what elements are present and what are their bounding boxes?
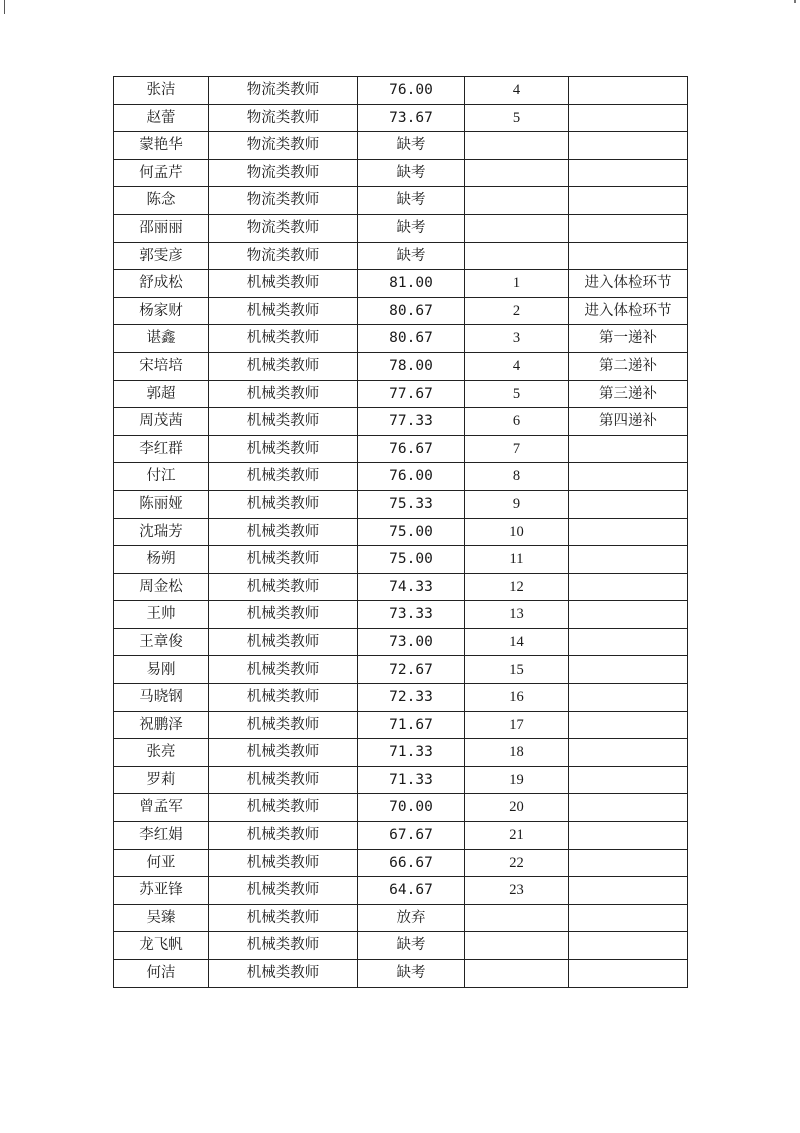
name-cell: 周茂茜 — [114, 408, 209, 436]
note-cell: 进入体检环节 — [569, 297, 688, 325]
score-cell: 67.67 — [358, 822, 465, 850]
table-row — [114, 187, 688, 215]
note-cell — [569, 104, 688, 132]
rank-cell — [465, 187, 569, 215]
table-row — [114, 684, 688, 712]
category-cell: 物流类教师 — [209, 132, 358, 160]
table-row — [114, 380, 688, 408]
score-cell: 缺考 — [358, 159, 465, 187]
rank-cell: 23 — [465, 877, 569, 905]
category-cell: 机械类教师 — [209, 325, 358, 353]
score-cell: 75.00 — [358, 546, 465, 574]
table-row — [114, 132, 688, 160]
table-row — [114, 297, 688, 325]
rank-cell: 8 — [465, 463, 569, 491]
note-cell — [569, 932, 688, 960]
table-row — [114, 711, 688, 739]
rank-cell — [465, 904, 569, 932]
score-cell: 缺考 — [358, 932, 465, 960]
note-cell — [569, 904, 688, 932]
table-row — [114, 325, 688, 353]
results-table — [113, 76, 688, 988]
category-cell: 机械类教师 — [209, 380, 358, 408]
rank-cell: 2 — [465, 297, 569, 325]
score-cell: 缺考 — [358, 960, 465, 988]
score-cell: 80.67 — [358, 325, 465, 353]
name-cell: 沈瑞芳 — [114, 518, 209, 546]
rank-cell — [465, 960, 569, 988]
rank-cell: 9 — [465, 490, 569, 518]
table-row — [114, 490, 688, 518]
table-row — [114, 822, 688, 850]
score-cell: 80.67 — [358, 297, 465, 325]
score-cell: 75.33 — [358, 490, 465, 518]
table-row — [114, 77, 688, 105]
name-cell: 龙飞帆 — [114, 932, 209, 960]
category-cell: 机械类教师 — [209, 463, 358, 491]
note-cell — [569, 463, 688, 491]
table-row — [114, 214, 688, 242]
table-row — [114, 628, 688, 656]
table-row — [114, 242, 688, 270]
name-cell: 罗莉 — [114, 766, 209, 794]
name-cell: 周金松 — [114, 573, 209, 601]
name-cell: 杨朔 — [114, 546, 209, 574]
table-row — [114, 104, 688, 132]
score-cell: 72.33 — [358, 684, 465, 712]
rank-cell: 16 — [465, 684, 569, 712]
note-cell — [569, 656, 688, 684]
name-cell: 陈丽娅 — [114, 490, 209, 518]
note-cell — [569, 77, 688, 105]
name-cell: 何亚 — [114, 849, 209, 877]
name-cell: 陈念 — [114, 187, 209, 215]
score-cell: 74.33 — [358, 573, 465, 601]
score-cell: 75.00 — [358, 518, 465, 546]
score-cell: 78.00 — [358, 352, 465, 380]
note-cell — [569, 573, 688, 601]
category-cell: 机械类教师 — [209, 546, 358, 574]
name-cell: 杨家财 — [114, 297, 209, 325]
category-cell: 机械类教师 — [209, 794, 358, 822]
category-cell: 机械类教师 — [209, 932, 358, 960]
table-row — [114, 159, 688, 187]
table-row — [114, 573, 688, 601]
category-cell: 机械类教师 — [209, 352, 358, 380]
note-cell: 第一递补 — [569, 325, 688, 353]
scan-edge-mark-left — [4, 0, 5, 14]
name-cell: 舒成松 — [114, 270, 209, 298]
name-cell: 何洁 — [114, 960, 209, 988]
name-cell: 谌鑫 — [114, 325, 209, 353]
score-cell: 77.33 — [358, 408, 465, 436]
category-cell: 物流类教师 — [209, 159, 358, 187]
rank-cell: 13 — [465, 601, 569, 629]
score-cell: 81.00 — [358, 270, 465, 298]
name-cell: 李红群 — [114, 435, 209, 463]
note-cell — [569, 628, 688, 656]
category-cell: 机械类教师 — [209, 684, 358, 712]
rank-cell — [465, 932, 569, 960]
category-cell: 机械类教师 — [209, 849, 358, 877]
table-row — [114, 932, 688, 960]
note-cell — [569, 159, 688, 187]
table-row — [114, 435, 688, 463]
score-cell: 66.67 — [358, 849, 465, 877]
score-cell: 76.67 — [358, 435, 465, 463]
category-cell: 物流类教师 — [209, 242, 358, 270]
category-cell: 物流类教师 — [209, 214, 358, 242]
table-row — [114, 960, 688, 988]
table-row — [114, 270, 688, 298]
table-row — [114, 463, 688, 491]
score-cell: 缺考 — [358, 242, 465, 270]
note-cell — [569, 739, 688, 767]
name-cell: 曾孟军 — [114, 794, 209, 822]
rank-cell: 6 — [465, 408, 569, 436]
rank-cell: 15 — [465, 656, 569, 684]
name-cell: 宋培培 — [114, 352, 209, 380]
rank-cell: 21 — [465, 822, 569, 850]
category-cell: 物流类教师 — [209, 104, 358, 132]
rank-cell: 7 — [465, 435, 569, 463]
name-cell: 王章俊 — [114, 628, 209, 656]
rank-cell — [465, 132, 569, 160]
category-cell: 机械类教师 — [209, 822, 358, 850]
score-cell: 71.33 — [358, 739, 465, 767]
category-cell: 机械类教师 — [209, 766, 358, 794]
table-row — [114, 794, 688, 822]
rank-cell: 14 — [465, 628, 569, 656]
category-cell: 机械类教师 — [209, 518, 358, 546]
name-cell: 何孟芹 — [114, 159, 209, 187]
category-cell: 机械类教师 — [209, 408, 358, 436]
name-cell: 苏亚锋 — [114, 877, 209, 905]
note-cell — [569, 960, 688, 988]
note-cell: 第二递补 — [569, 352, 688, 380]
table-row — [114, 877, 688, 905]
category-cell: 机械类教师 — [209, 297, 358, 325]
score-cell: 72.67 — [358, 656, 465, 684]
score-cell: 放弃 — [358, 904, 465, 932]
name-cell: 王帅 — [114, 601, 209, 629]
name-cell: 赵蕾 — [114, 104, 209, 132]
note-cell — [569, 849, 688, 877]
note-cell — [569, 242, 688, 270]
score-cell: 缺考 — [358, 214, 465, 242]
note-cell — [569, 490, 688, 518]
table-row — [114, 656, 688, 684]
table-row — [114, 601, 688, 629]
category-cell: 机械类教师 — [209, 573, 358, 601]
score-cell: 76.00 — [358, 463, 465, 491]
note-cell — [569, 132, 688, 160]
rank-cell: 18 — [465, 739, 569, 767]
note-cell — [569, 822, 688, 850]
table-row — [114, 518, 688, 546]
score-cell: 71.33 — [358, 766, 465, 794]
results-table-body — [114, 77, 688, 988]
rank-cell: 4 — [465, 77, 569, 105]
rank-cell: 4 — [465, 352, 569, 380]
note-cell — [569, 766, 688, 794]
name-cell: 张亮 — [114, 739, 209, 767]
category-cell: 机械类教师 — [209, 904, 358, 932]
name-cell: 张洁 — [114, 77, 209, 105]
note-cell — [569, 601, 688, 629]
rank-cell — [465, 242, 569, 270]
name-cell: 吴臻 — [114, 904, 209, 932]
name-cell: 李红娟 — [114, 822, 209, 850]
note-cell — [569, 684, 688, 712]
note-cell — [569, 187, 688, 215]
table-row — [114, 408, 688, 436]
scan-edge-mark-right — [794, 0, 796, 3]
table-row — [114, 849, 688, 877]
category-cell: 机械类教师 — [209, 656, 358, 684]
category-cell: 机械类教师 — [209, 960, 358, 988]
score-cell: 73.00 — [358, 628, 465, 656]
note-cell: 第三递补 — [569, 380, 688, 408]
score-cell: 64.67 — [358, 877, 465, 905]
note-cell — [569, 214, 688, 242]
rank-cell: 5 — [465, 380, 569, 408]
rank-cell: 10 — [465, 518, 569, 546]
rank-cell — [465, 159, 569, 187]
category-cell: 机械类教师 — [209, 270, 358, 298]
rank-cell: 19 — [465, 766, 569, 794]
note-cell — [569, 794, 688, 822]
name-cell: 祝鹏泽 — [114, 711, 209, 739]
category-cell: 机械类教师 — [209, 490, 358, 518]
category-cell: 机械类教师 — [209, 435, 358, 463]
score-cell: 73.33 — [358, 601, 465, 629]
category-cell: 机械类教师 — [209, 711, 358, 739]
name-cell: 郭超 — [114, 380, 209, 408]
note-cell: 第四递补 — [569, 408, 688, 436]
category-cell: 机械类教师 — [209, 601, 358, 629]
name-cell: 付江 — [114, 463, 209, 491]
rank-cell: 5 — [465, 104, 569, 132]
rank-cell — [465, 214, 569, 242]
name-cell: 易刚 — [114, 656, 209, 684]
note-cell — [569, 877, 688, 905]
score-cell: 71.67 — [358, 711, 465, 739]
category-cell: 机械类教师 — [209, 628, 358, 656]
rank-cell: 11 — [465, 546, 569, 574]
rank-cell: 22 — [465, 849, 569, 877]
table-row — [114, 766, 688, 794]
category-cell: 物流类教师 — [209, 187, 358, 215]
table-row — [114, 546, 688, 574]
rank-cell: 17 — [465, 711, 569, 739]
category-cell: 机械类教师 — [209, 877, 358, 905]
category-cell: 物流类教师 — [209, 77, 358, 105]
note-cell: 进入体检环节 — [569, 270, 688, 298]
category-cell: 机械类教师 — [209, 739, 358, 767]
table-row — [114, 904, 688, 932]
rank-cell: 1 — [465, 270, 569, 298]
name-cell: 邵丽丽 — [114, 214, 209, 242]
score-cell: 70.00 — [358, 794, 465, 822]
note-cell — [569, 435, 688, 463]
rank-cell: 12 — [465, 573, 569, 601]
note-cell — [569, 518, 688, 546]
score-cell: 73.67 — [358, 104, 465, 132]
note-cell — [569, 711, 688, 739]
name-cell: 马晓钢 — [114, 684, 209, 712]
rank-cell: 3 — [465, 325, 569, 353]
rank-cell: 20 — [465, 794, 569, 822]
table-row — [114, 739, 688, 767]
score-cell: 76.00 — [358, 77, 465, 105]
note-cell — [569, 546, 688, 574]
name-cell: 郭雯彦 — [114, 242, 209, 270]
score-cell: 缺考 — [358, 187, 465, 215]
table-row — [114, 352, 688, 380]
score-cell: 77.67 — [358, 380, 465, 408]
score-cell: 缺考 — [358, 132, 465, 160]
name-cell: 蒙艳华 — [114, 132, 209, 160]
